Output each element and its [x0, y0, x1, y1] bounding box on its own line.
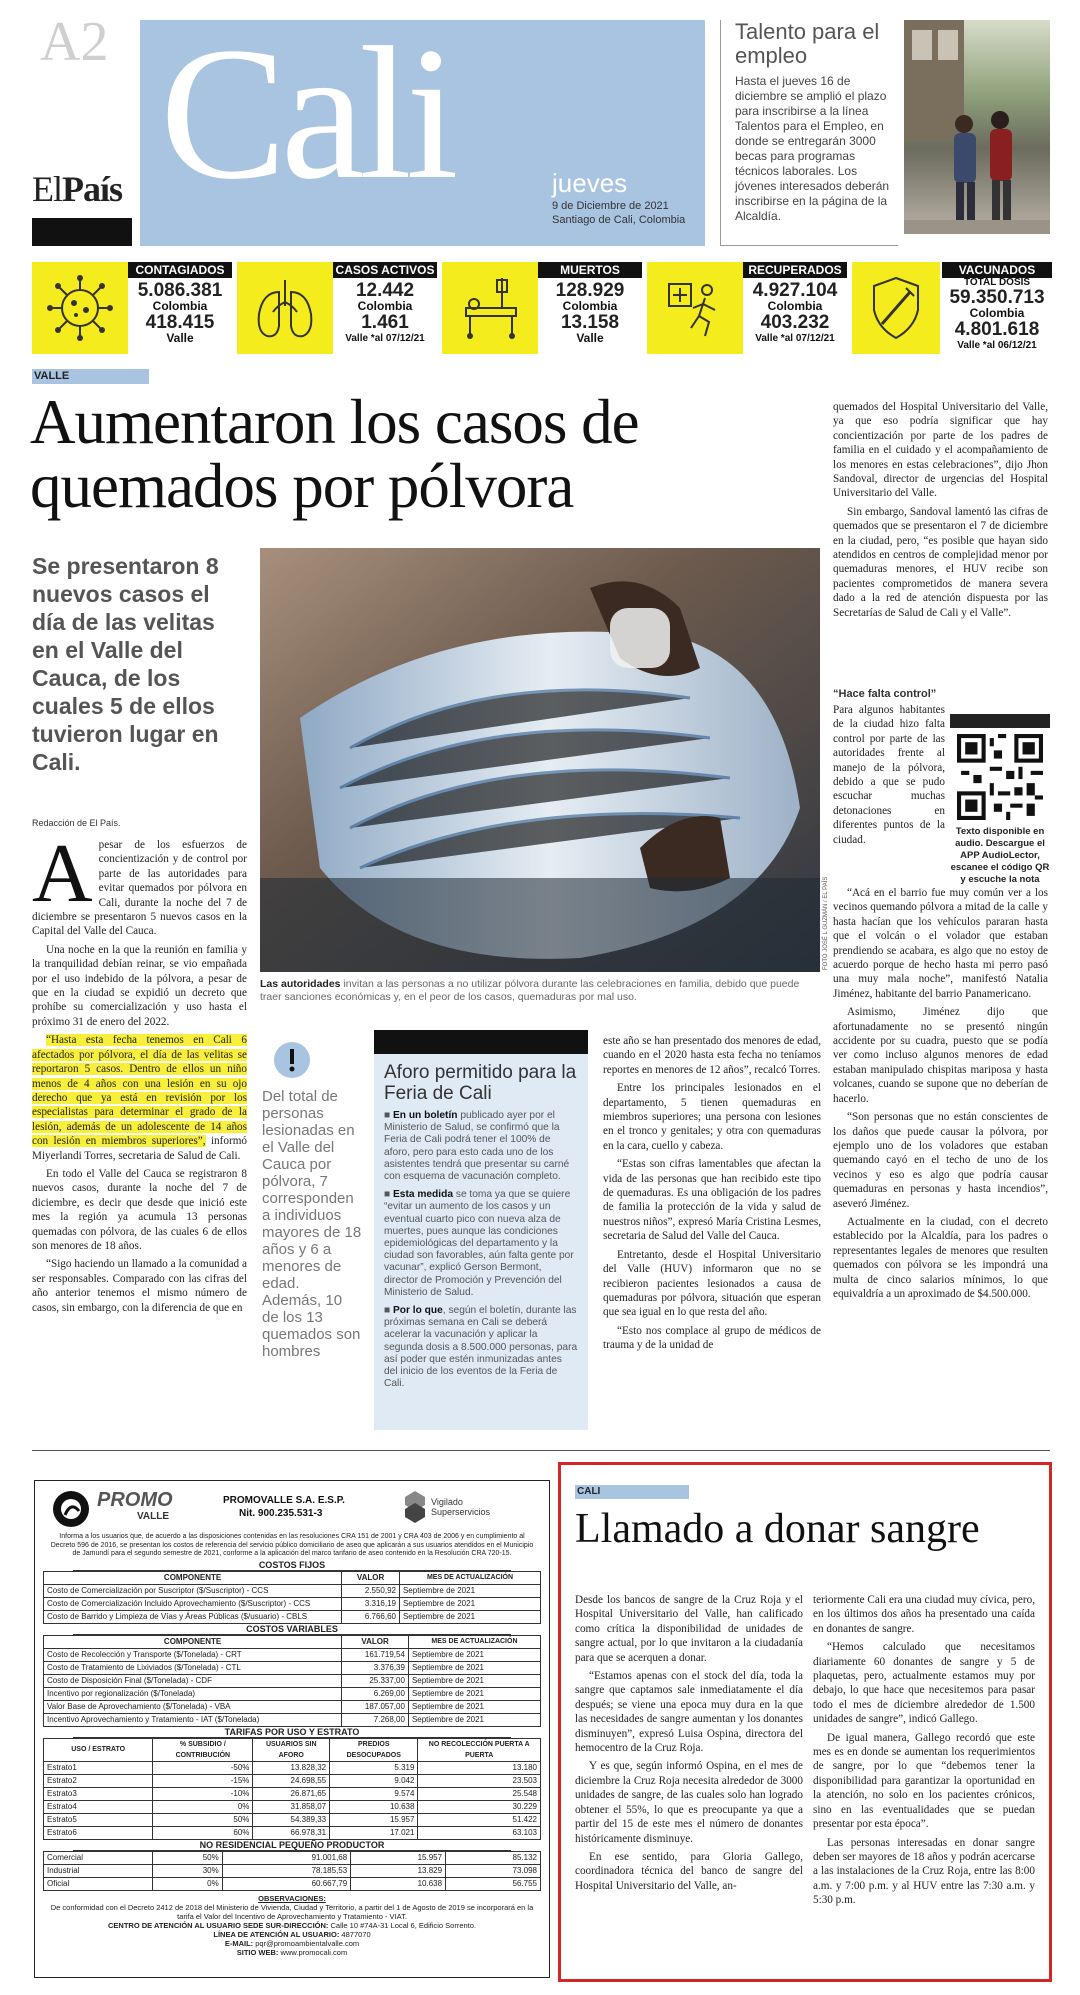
cell: 60.667,79: [222, 1877, 350, 1890]
table-row: [44, 1648, 541, 1661]
cell: Septiembre de 2021: [408, 1648, 540, 1661]
paragraph: Actualmente en la ciudad, con el decreto establecido por la Alcaldía, para los padres o representantes legales de menores que resulten quemados con pólvora se les impondrá una multa de cinco salarios mínimos, lo que equivaldría a un aproximado de $4.500.000.: [833, 1215, 1048, 1300]
cell: Costo de Recolección y Transporte ($/Tonelada) - CRT: [44, 1648, 342, 1661]
cell: 13.828,32: [253, 1761, 330, 1774]
linea-label: LÍNEA DE ATENCIÓN AL USUARIO:: [213, 1929, 340, 1939]
stat-value-valle: 4.801.618: [954, 319, 1040, 340]
cell: Estrato3: [44, 1787, 153, 1800]
stat-label: CASOS ACTIVOS: [333, 262, 437, 278]
stat-value-valle: 1.461: [361, 312, 409, 333]
cell: 3.316,19: [342, 1597, 400, 1610]
cell: 0%: [153, 1800, 253, 1813]
web-link[interactable]: www.promocali.com: [278, 1947, 348, 1957]
cell: 6.269,00: [342, 1687, 409, 1700]
table-row: [44, 1700, 541, 1713]
cell: 2.550,92: [342, 1584, 400, 1597]
stat-valle-label: Valle *al 07/12/21: [345, 333, 425, 344]
section-banner: [140, 9, 705, 246]
vigilado-icon: [403, 1489, 427, 1523]
table-row: [44, 1787, 541, 1800]
cell: 50%: [153, 1851, 222, 1864]
col-header: USO / ESTRATO: [44, 1738, 153, 1761]
weekday: jueves: [552, 168, 628, 198]
cell: Septiembre de 2021: [408, 1713, 540, 1726]
cell: 24.698,55: [253, 1774, 330, 1787]
page-code: A2: [40, 11, 109, 73]
promo-brand-sub: VALLE: [137, 1511, 170, 1522]
cell: 3.376,39: [342, 1661, 409, 1674]
stat-label: MUERTOS: [538, 262, 642, 278]
table-row: [44, 1877, 541, 1890]
talento-title: Talento para el empleo: [735, 19, 880, 68]
paragraph: “Hemos calculado que necesitamos diariamente 60 donantes de sangre y 5 de plaquetas, pero, actualmente estamos muy por debajo, lo que hace que necesitemos para pasar todo el mes de diciembre alrededor de 1.500 unidades de sangre”, indicó Gallego.: [813, 1641, 1035, 1726]
donar-box: [558, 1462, 1052, 1982]
paragraph: “Son personas que no están conscientes de los daños que puede causar la pólvora, por ejemplo uno de los voladores que estaban quemando cayó en el techo de uno de los vecinos y eso es algo que podría causar quemaduras en personas y hasta incendios”, aseveró Jiménez.: [833, 1111, 1048, 1210]
hospital-bed-icon: [442, 262, 538, 354]
table-row: [44, 1597, 541, 1610]
cell: 9.042: [330, 1774, 418, 1787]
donar-col1: [575, 1593, 803, 1897]
email-label: E-MAIL:: [224, 1938, 254, 1948]
stat-icon-box-muertos: [442, 262, 538, 354]
qr-box: [950, 714, 1050, 886]
article-col1: [32, 827, 247, 1319]
cell: Estrato2: [44, 1774, 153, 1787]
fijos-table: [43, 1571, 541, 1624]
ad-intro: Informa a los usuarios que, de acuerdo a las disposiciones contenidas en las resoluciones CRA 151 de 2001 y CRA 403 de 2006 y en cumplimiento al Decreto 596 de 2016, se presentan los costos de referencia del servicio público domiciliario de aseo que aplicarán a sus usuarios atendidos en el Municipio de Jamundí para el segundo semestre de 2021, conforme a la aplicación del marco tarifario de aseo contenido en la Resolución CRA 720-15.: [50, 1533, 534, 1558]
stat-recuperados: [743, 262, 847, 345]
drop-cap: A: [32, 827, 93, 920]
donar-col2: [813, 1593, 1035, 1912]
paragraph: En todo el Valle del Cauca se registraron 8 nuevos casos, durante la noche del 7 de diciembre, es decir que desde que inició este mes la región ya acumula 13 personas quemadas con pólvora, de las cuales 6 de ellos son menores de 18 años.: [32, 1167, 247, 1252]
virus-icon: [32, 262, 128, 354]
variables-title: COSTOS VARIABLES: [73, 1624, 511, 1635]
stat-icon-box-recuperados: [647, 262, 743, 354]
lungs-icon: [237, 262, 333, 354]
cell: 60%: [153, 1826, 253, 1839]
factbox-text: Del total de personas lesionadas en el Valle del Cauca por pólvora, 7 corresponden a individuos mayores de 18 años y 6 a menores de edad. Además, 10 de los 13 quemados son hombres: [262, 1088, 362, 1360]
stat-contagiados: [128, 262, 232, 345]
cell: 78.185,53: [222, 1864, 350, 1877]
stat-value-colombia: 4.927.104: [752, 280, 838, 301]
stat-colombia-label: Colombia: [969, 306, 1025, 320]
email-link[interactable]: pqr@promoambientalvalle.com: [253, 1938, 360, 1948]
paragraph: En ese sentido, para Gloria Gallego, coordinadora técnica del banco de sangre del Hospital Universitario del Valle, an-: [575, 1850, 803, 1892]
paragraph: Entre los principales lesionados en el departamento, 5 tienen quemaduras en miembros superiores; una persona con lesiones en el tronco y genitales; y otra con quemaduras en la cara, cuello y cabeza.: [603, 1082, 821, 1152]
table-row: [44, 1851, 541, 1864]
stat-value-valle: 13.158: [560, 312, 620, 333]
article-kicker: VALLE: [32, 369, 149, 384]
cell: 13.180: [418, 1761, 541, 1774]
paragraph: “Estamos apenas con el stock del día, toda la sangre que captamos sale inmediatamente el día después; se viene una epoca muy dura en la que las necesidades de sangre aumentan y los donantes disminuyen”, expresó Luisa Ospina, directora del hemocentro de la Cruz Roja.: [575, 1670, 803, 1755]
paragraph: Las personas interesadas en donar sangre deben ser mayores de 18 años y podrán acercarse a las instalaciones de la Cruz Roja, entre las 8:00 a.m. y 7:00 p.m. y al HUV entre las 7:30 a.m. y 5:30 p.m.: [813, 1836, 1035, 1907]
nores-table: [43, 1851, 541, 1891]
table-row: [44, 1674, 541, 1687]
paragraph: Entretanto, desde el Hospital Universitario del Valle (HUV) informaron que no se recibieron pacientes lesionados a causa de quemaduras por pólvora, situación que esperan que sea igual en lo que resta del año.: [603, 1248, 821, 1319]
cell: Septiembre de 2021: [408, 1661, 540, 1674]
table-row: [44, 1864, 541, 1877]
col-header: NO RECOLECCIÓN PUERTA A PUERTA: [418, 1738, 541, 1761]
cell: 54.389,33: [253, 1813, 330, 1826]
paragraph: “Estas son cifras lamentables que afectan la vida de las personas que han recibido este tipo de quemaduras. Es una obligación de los padres de familia la protección de la vida y salud de nuestros niños”, expresó María Cristina Lesmes, secretaria de Salud del Valle del Cauca.: [603, 1158, 821, 1243]
date: 9 de Diciembre de 2021: [552, 200, 669, 212]
cell: Septiembre de 2021: [408, 1674, 540, 1687]
talento-photo: [904, 20, 1050, 234]
cell: Costo de Barrido y Limpieza de Vías y Áreas Públicas ($/usuario) - CBLS: [44, 1610, 342, 1623]
stat-colombia-label: Colombia: [152, 299, 208, 313]
photo-caption: [260, 978, 820, 1004]
cell: 23.503: [418, 1774, 541, 1787]
cell: 15.957: [330, 1813, 418, 1826]
variables-table: [43, 1635, 541, 1727]
table-row: [44, 1687, 541, 1700]
cell: 6.766,60: [342, 1610, 400, 1623]
lead-paragraph: pesar de los esfuerzos de concientización y de control por parte de las autoridades para evitar quemados por pólvora en Cali, durante la noche del 7 de diciembre se presentaron 5 nuevos casos en la Capital del Valle del Cauca.: [32, 839, 247, 938]
ad-footer: [43, 1894, 541, 1957]
company-name: PROMOVALLE S.A. E.S.P.: [223, 1495, 345, 1506]
cell: Comercial: [44, 1851, 153, 1864]
stat-valle-label: Valle: [576, 331, 604, 345]
paragraph: este año se han presentado dos menores de edad, cuando en el 2020 hasta esta fecha no teníamos reportes en menores de 12 años”, recalcó Torres.: [603, 1035, 821, 1076]
cell: 31.858,07: [253, 1800, 330, 1813]
cell: -10%: [153, 1787, 253, 1800]
stat-value-colombia: 59.350.713: [949, 287, 1045, 308]
cell: Septiembre de 2021: [408, 1700, 540, 1713]
factbox: [262, 1040, 362, 1360]
cell: Costo de Comercialización Incluido Aprovechamiento ($/Suscriptor) - CCS: [44, 1597, 342, 1610]
cell: Estrato5: [44, 1813, 153, 1826]
cell: Estrato4: [44, 1800, 153, 1813]
cell: 66.978,31: [253, 1826, 330, 1839]
col-header: USUARIOS SIN AFORO: [253, 1738, 330, 1761]
promo-logo: [51, 1489, 95, 1533]
cell: 51.422: [418, 1813, 541, 1826]
table-row: [44, 1661, 541, 1674]
col-header: COMPONENTE: [44, 1571, 342, 1584]
paragraph: “Sigo haciendo un llamado a la comunidad a ser responsables. Comparado con las cifras del año anterior tenemos el mismo número de casos, sin embargo, con la diferencia de que en: [32, 1258, 247, 1314]
cell: 30.229: [418, 1800, 541, 1813]
cell: 10.638: [351, 1877, 446, 1890]
linea: [43, 1930, 541, 1939]
linea-value: 4877070: [339, 1929, 371, 1939]
paragraph: Una noche en la que la reunión en familia y la tranquilidad debían reinar, se vio empañada por el uso indebido de la pólvora, a pesar de que en la ciudad se expidió un decreto que prohíbe su comercialización y uso hasta el próximo 31 de enero del 2022.: [32, 943, 247, 1028]
web: [43, 1948, 541, 1957]
aforo-item: ■ Esta medida se toma ya que se quiere “evitar un aumento de los casos y un eventual cuarto pico con nueva alza de muertes, pues aunque las condiciones epidemiológicas del departamento y la ciudad son favorables, aún falta gente por vacunar”, explicó Gerson Bermont, director de Promoción y Prevención del Ministerio de Salud.: [384, 1189, 574, 1298]
stat-valle-label: Valle: [166, 331, 194, 345]
stats-bar: [32, 262, 1052, 354]
paragraph: teriormente Cali era una ciudad muy cívica, pero, en los últimos dos años ha presentado una caída en donantes de sangre.: [813, 1594, 1035, 1635]
aforo-item-text: , según el boletín, durante las próximas semana en Cali se deberá acelerar la vacunación y aplicar la segunda dosis a 8.500.000 personas, para así poder que estén inmunizadas antes del inicio de los eventos de la Feria de Cali.: [384, 1305, 578, 1390]
cell: 50%: [153, 1813, 253, 1826]
aforo-items: [374, 1110, 588, 1390]
talento-box: [720, 20, 898, 246]
syringe-icon: [852, 262, 940, 354]
cell: 73.098: [446, 1864, 541, 1877]
donar-kicker: CALI: [575, 1485, 689, 1499]
table-row: [44, 1826, 541, 1839]
centro: [43, 1921, 541, 1930]
table-row: [44, 1584, 541, 1597]
obs-title: OBSERVACIONES:: [258, 1893, 326, 1903]
paragraph: quemados del Hospital Universitario del Valle, ya que eso podría significar que hay concientización por parte de los padres de familia en el cuidado y el acompañamiento de los menores en estas celebraciones”, dijo Jhon Sandoval, director de urgencias del Hospital Universitario del Valle.: [833, 401, 1048, 500]
table-row: [44, 1774, 541, 1787]
stat-vacunados: [942, 262, 1052, 352]
table-row: [44, 1610, 541, 1623]
stat-value-colombia: 12.442: [355, 280, 415, 301]
cell: 9.574: [330, 1787, 418, 1800]
paragraph: Sin embargo, Sandoval lamentó las cifras de quemados que se presentaron el 7 de diciembre en la ciudad, pero, “es posible que hayan sido atendidos en centros de complejidad menor por quemaduras menores, el HUV recibe son pacientes comprometidos de manera severa dado a la red de atención dispuesta por las Secretarías de Salud de Cali y el Valle”.: [833, 505, 1048, 619]
section-title: Cali: [160, 9, 453, 219]
aforo-item-lead: Por lo que: [392, 1305, 443, 1317]
stat-value-colombia: 5.086.381: [137, 280, 223, 301]
email: [43, 1939, 541, 1948]
section-divider: [32, 1450, 1050, 1451]
cell: Septiembre de 2021: [399, 1597, 540, 1610]
promo-logo-icon: [51, 1489, 95, 1529]
cell: Costo de Comercialización por Suscriptor ($/Suscriptor) - CCS: [44, 1584, 342, 1597]
cell: Incentivo por regionalización ($/Tonelada): [44, 1687, 342, 1700]
company-nit: Nit. 900.235.531-3: [239, 1508, 323, 1519]
table-row: [44, 1800, 541, 1813]
col-header: VALOR: [342, 1635, 409, 1648]
aforo-item-lead: En un boletín: [392, 1110, 458, 1121]
aforo-item-text: se toma ya que se quiere “evitar un aumento de los casos y un eventual cuarto pico con nueva alza de muertes, pues aunque las condiciones epidemiológicas del departamento y la ciudad son favorables, aún falta gente por vacunar”, explicó Gerson Bermont, director de Promoción y Prevención del Ministerio de Salud.: [384, 1189, 574, 1298]
col-header: PREDIOS DESOCUPADOS: [330, 1738, 418, 1761]
donar-headline: Llamado a donar sangre: [575, 1506, 980, 1552]
quote-paragraph: [32, 1033, 247, 1163]
cell: -50%: [153, 1761, 253, 1774]
cell: Valor Base de Aprovechamiento ($/Tonelada) - VBA: [44, 1700, 342, 1713]
newspaper-logo: [32, 168, 122, 210]
logo-el: El: [32, 169, 62, 209]
cell: Septiembre de 2021: [399, 1610, 540, 1623]
cell: 26.871,65: [253, 1787, 330, 1800]
cell: 91.001,68: [222, 1851, 350, 1864]
cell: Costo de Disposición Final ($/Tonelada) - CDF: [44, 1674, 342, 1687]
vigilado-text: Vigilado Superservicios: [431, 1497, 491, 1517]
cell: Industrial: [44, 1864, 153, 1877]
stat-value-valle: 418.415: [145, 312, 215, 333]
paragraph: Para algunos habitantes de la ciudad hizo falta control por parte de las autoridades frente al manejo de la pólvora, debido a que se pudo escuchar muchas detonaciones en diferentes puntos de la ciudad.: [833, 704, 945, 846]
ad-header: [43, 1485, 541, 1531]
cell: 17.021: [330, 1826, 418, 1839]
cell: 15.957: [351, 1851, 446, 1864]
aforo-bar: [374, 1030, 588, 1054]
stat-icon-box-activos: [237, 262, 333, 354]
caption-lead: Las autoridades: [260, 978, 341, 990]
stat-value-valle: 403.232: [760, 312, 830, 333]
highlighted-quote: “Hasta esta fecha tenemos en Cali 6 afectados por pólvora, el día de las velitas se reportaron 5 casos. Dentro de ellos un niño menos de 4 años con una lesión en su ojo derecho que ya está en revisión por los especialistas para determinar el grado de la lesión, además de un adolescente de 14 años con lesión en miembros superiores”,: [32, 1034, 247, 1148]
stat-valle-label: Valle *al 06/12/21: [957, 340, 1037, 351]
running-person-icon: [647, 262, 743, 354]
stat-label: VACUNADOS: [942, 262, 1052, 278]
cell: 56.755: [446, 1877, 541, 1890]
centro-value: Calle 10 #74A-31 Local 6, Edificio Sorrento.: [328, 1920, 477, 1930]
cell: 5.319: [330, 1761, 418, 1774]
cell: Estrato1: [44, 1761, 153, 1774]
stat-icon-box-contagiados: [32, 262, 128, 354]
nores-title: NO RESIDENCIAL PEQUEÑO PRODUCTOR: [73, 1840, 511, 1851]
qr-bar: [950, 714, 1050, 728]
stat-label: RECUPERADOS: [743, 262, 847, 278]
cell: Incentivo Aprovechamiento y Tratamiento - IAT ($/Tonelada): [44, 1713, 342, 1726]
stat-muertos: [538, 262, 642, 345]
cell: Oficial: [44, 1877, 153, 1890]
logo-pais: País: [62, 169, 123, 209]
cell: 85.132: [446, 1851, 541, 1864]
article-deck: Se presentaron 8 nuevos casos el día de las velitas en el Valle del Cauca, de los cuales 5 de ellos tuvieron lugar en Cali.: [32, 553, 219, 775]
col-header: COMPONENTE: [44, 1635, 342, 1648]
nores-body: [44, 1851, 541, 1890]
col-header: MES DE ACTUALIZACIÓN: [408, 1635, 540, 1648]
paragraph: Asimismo, Jiménez dijo que afortunadamente no se presentó ningún accidente por su cuadra, puesto que se podía ver como incluso algunos menores de edad estaban manipulado chispitas mariposa y hasta volcanes, cuando se supone que no deberían de hacerlo.: [833, 1006, 1048, 1105]
stat-casos-activos: [333, 262, 437, 345]
article-col5-narrow: [833, 703, 945, 851]
logo-bar: [32, 218, 132, 246]
cell: -15%: [153, 1774, 253, 1787]
cell: 0%: [153, 1877, 222, 1890]
aforo-title: Aforo permitido para la Feria de Cali: [384, 1062, 577, 1104]
quote-attribution: informó Miyerlandi Torres, secretaria de Salud de Cali.: [32, 1135, 247, 1162]
exclamation-icon: [272, 1040, 312, 1080]
promovalle-ad: [34, 1480, 550, 1978]
table-row: [44, 1761, 541, 1774]
stat-colombia-label: Colombia: [562, 299, 618, 313]
photo-credit: FOTO JOSÉ L GUZMÁN / EL PAÍS: [823, 876, 829, 970]
aforo-item-lead: Esta medida: [392, 1189, 454, 1201]
obs-text: De conformidad con el Decreto 2412 de 2018 del Ministerio de Vivienda, Ciudad y Territorio, a partir del 1 de Agosto de 2019 se incorporará en la tarifa el Valor del Incentivo de Aprovechamiento y Tratamiento - VIAT.: [50, 1902, 534, 1921]
paragraph: De igual manera, Gallego recordó que este mes es en donde se aumentan los requerimientos de sangre, por lo que “debemos tener la disponibilidad para garantizar la oportunidad en la atención, no solo en los pacientes crónicos, sino en las eventualidades que se puedan presentar por esta época”.: [813, 1731, 1035, 1831]
location: Santiago de Cali, Colombia: [552, 214, 686, 226]
promo-brand: PROMO: [97, 1489, 173, 1511]
caption-text: invitan a las personas a no utilizar pólvora durante las celebraciones en familia, debido que puede traer sanciones económicas y, en el peor de los casos, quemaduras por mal uso.: [260, 978, 800, 1003]
cell: 7.268,00: [342, 1713, 409, 1726]
cell: 10.638: [330, 1800, 418, 1813]
qr-text: Texto disponible en audio. Descargue el APP AudioLector, escanee el código QR y escuche la nota: [950, 826, 1050, 885]
col-header: % SUBSIDIO / CONTRIBUCIÓN: [153, 1738, 253, 1761]
aforo-item: ■ En un boletín publicado ayer por el Ministerio de Salud, se confirmó que la Feria de Cali podrá tener el 100% de aforo, pero para esto cada uno de los asistentes tendrá que presentar su carné con esquema de vacunación completo.: [384, 1110, 570, 1183]
article-col4: [603, 1034, 821, 1357]
stat-colombia-label: Colombia: [767, 299, 823, 313]
cell: 161.719,54: [342, 1648, 409, 1661]
qr-code-icon[interactable]: [957, 734, 1043, 820]
aforo-item: ■ Por lo que, según el boletín, durante las próximas semana en Cali se deberá acelerar la vacunación y aplicar la segunda dosis a 8.500.000 personas, para así poder que estén inmunizadas antes del inicio de los eventos de la Feria de Cali.: [384, 1305, 578, 1390]
stat-colombia-label: Colombia: [357, 299, 413, 313]
cell: Septiembre de 2021: [399, 1584, 540, 1597]
stat-value-colombia: 128.929: [555, 280, 625, 301]
table-row: [44, 1713, 541, 1726]
tarifas-table: [43, 1738, 541, 1840]
paragraph: “Acá en el barrio fue muy común ver a los vecinos quemando pólvora a mitad de la calle y hasta hacían que los vehículos pararan hasta que el volcán o el volador que estaban prendiendo se acabara, es algo que no estoy de acuerdo porque de hecho hasta mi perro pasó una muy mala noche”, manifestó Natalia Jiménez, habitante del barrio Panamericano.: [833, 887, 1048, 1000]
fijos-title: COSTOS FIJOS: [73, 1560, 511, 1571]
centro-label: CENTRO DE ATENCIÓN AL USUARIO SEDE SUR-DIRECCIÓN:: [107, 1920, 329, 1930]
cell: 25.337,00: [342, 1674, 409, 1687]
cell: 187.057,00: [342, 1700, 409, 1713]
article-col5: [833, 400, 1048, 624]
cell: 13.829: [351, 1864, 446, 1877]
stat-label: CONTAGIADOS: [128, 262, 232, 278]
cell: 30%: [153, 1864, 222, 1877]
col-header: VALOR: [342, 1571, 400, 1584]
byline: Redacción de El País.: [32, 818, 121, 828]
tarifas-title: TARIFAS POR USO Y ESTRATO: [73, 1727, 511, 1738]
article-col5-lower: [833, 886, 1048, 1305]
tarifas-body: [44, 1761, 541, 1839]
web-label: SITIO WEB:: [236, 1947, 279, 1957]
paragraph: “Esto nos complace al grupo de médicos de trauma y de la unidad de: [603, 1324, 821, 1352]
cell: Costo de Tratamiento de Lixiviados ($/Tonelada) - CTL: [44, 1661, 342, 1674]
aforo-item-text: publicado ayer por el Ministerio de Salud, se confirmó que la Feria de Cali podrá tener el 100% de aforo, pero para esto cada uno de los asistentes tendrá que presentar su carné con esquema de vacunación completo.: [384, 1110, 570, 1183]
cell: Septiembre de 2021: [408, 1687, 540, 1700]
table-row: [44, 1813, 541, 1826]
paragraph: Y es que, según informó Ospina, en el mes de diciembre la Cruz Roja necesita alrededor de 3000 unidades de sangre, de las cuales solo han logrado obtener el 55%, lo que es preocupante ya que a partir del 15 de este mes el número de donantes históricamente disminuye.: [575, 1760, 803, 1845]
talento-body: Hasta el jueves 16 de diciembre se amplió el plazo para inscribirse a la línea Talentos para el Empleo, en donde se entregarán 3000 becas para programas técnicos laborales. Los jóvenes interesados deberán inscribirse en la página de la Alcaldía.: [735, 74, 890, 223]
aforo-box: [374, 1030, 588, 1430]
cell: 25.548: [418, 1787, 541, 1800]
cell: Estrato6: [44, 1826, 153, 1839]
article-headline: Aumentaron los casos de quemados por pólvora: [30, 387, 639, 521]
stat-sublabel: TOTAL DOSIS: [963, 277, 1031, 288]
stat-valle-label: Valle *al 07/12/21: [755, 333, 835, 344]
main-photo: [260, 548, 820, 972]
stat-icon-box-vacunados: [852, 262, 940, 354]
col-header: MES DE ACTUALIZACIÓN: [399, 1571, 540, 1584]
cell: 63.103: [418, 1826, 541, 1839]
subheading: “Hace falta control”: [833, 688, 937, 700]
paragraph: Desde los bancos de sangre de la Cruz Roja y el Hospital Universitario del Valle, han calificado como crítica la disponibilidad de unidades de sangre actual, por lo que invitaron a la ciudadanía para que se acerquen a donar.: [575, 1594, 803, 1664]
